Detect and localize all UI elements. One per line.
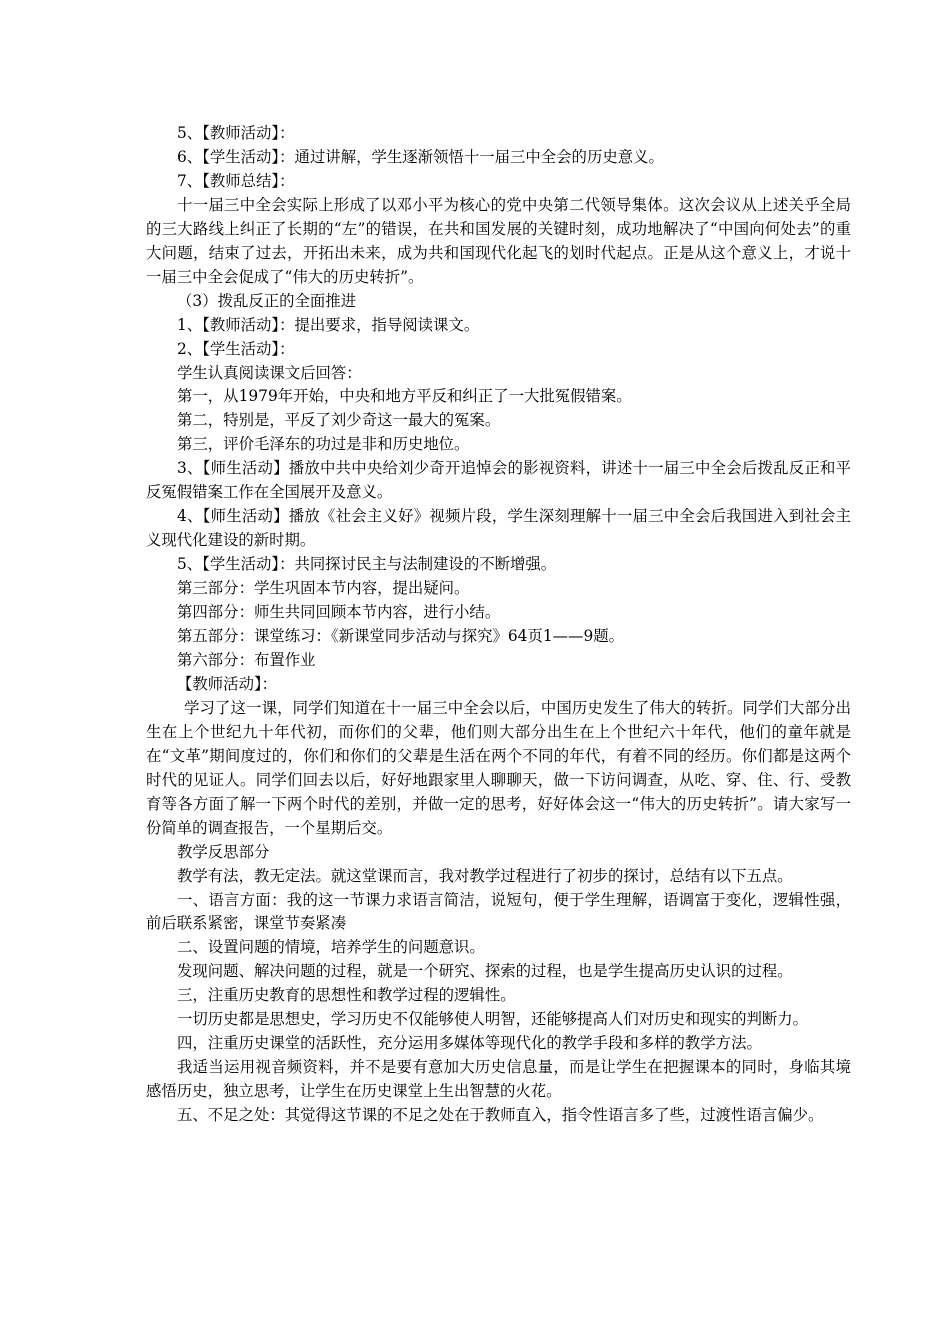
paragraph: 第二，特别是，平反了刘少奇这一最大的冤案。 xyxy=(177,411,501,430)
paragraph: 发现问题、解决问题的过程，就是一个研究、探索的过程，也是学生提高历史认识的过程。 xyxy=(177,962,793,981)
paragraph: 教学反思部分 xyxy=(177,842,270,861)
paragraph: 一切历史都是思想史，学习历史不仅能够使人明智，还能够提高人们对历史和现实的判断力。 xyxy=(177,1010,809,1029)
paragraph: 5、【教师活动】： xyxy=(177,124,295,142)
paragraph: 四，注重历史课堂的活跃性，充分运用多媒体等现代化的教学手段和多样的教学方法。 xyxy=(177,1034,762,1053)
paragraph: 4、【师生活动】播放《社会主义好》视频片段，学生深刻理解十一届三中全会后我国进入到社会主义现代化建设的新时期。 xyxy=(146,507,851,550)
paragraph: 7、【教师总结】： xyxy=(177,171,295,190)
paragraph: 第三部分：学生巩固本节内容，提出疑问。 xyxy=(177,579,470,598)
paragraph: 五、不足之处：其觉得这节课的不足之处在于教师直入，指令性语言多了些，过渡性语言偏少。 xyxy=(177,1106,824,1125)
paragraph: 第四部分：师生共同回顾本节内容，进行小结。 xyxy=(177,603,501,622)
paragraph: 第三，评价毛泽东的功过是非和历史地位。 xyxy=(177,435,470,454)
paragraph: （3）拨乱反正的全面推进 xyxy=(177,291,357,310)
body-text xyxy=(146,122,851,1128)
paragraph: 第五部分：课堂练习：《新课堂同步活动与探究》64页1——9题。 xyxy=(177,627,625,646)
paragraph: 学习了这一课，同学们知道在十一届三中全会以后，中国历史发生了伟大的转折。同学们大部分出生在上个世纪九十年代初，而你们的父辈，他们则大部分出生在上个世纪六十年代，他们的童年就是在“文革”期间度过的，你们和你们的父辈是生活在两个不同的年代，有着不同的经历。你们都是这两个时代的见证人。同学们回去以后，好好地跟家里人聊聊天，做一下访问调查，从吃、穿、住、行、受教育等各方面了解一下两个时代的差别，并做一定的思考，好好体会这一“伟大的历史转折”。请大家写一份简单的调查报告，一个星期后交。 xyxy=(146,698,851,837)
paragraph: 教学有法，教无定法。就这堂课而言，我对教学过程进行了初步的探讨，总结有以下五点。 xyxy=(177,866,793,885)
paragraph: 三，注重历史教育的思想性和教学过程的逻辑性。 xyxy=(177,986,516,1005)
paragraph: 6、【学生活动】：通过讲解，学生逐渐领悟十一届三中全会的历史意义。 xyxy=(177,147,664,166)
paragraph: 第六部分：布置作业 xyxy=(177,650,316,669)
paragraph: 十一届三中全会实际上形成了以邓小平为核心的党中央第二代领导集体。这次会议从上述关乎全局的三大路线上纠正了长期的“左”的错误，在共和国发展的关键时刻，成功地解决了“中国向何处去”的重大问题，结束了过去，开拓出未来，成为共和国现代化起飞的划时代起点。正是从这个意义上，才说十一届三中全会促成了“伟大的历史转折”。 xyxy=(146,195,851,286)
paragraph: 1、【教师活动】：提出要求，指导阅读课文。 xyxy=(177,315,480,334)
paragraph: 第一，从1979年开始，中央和地方平反和纠正了一大批冤假错案。 xyxy=(177,387,632,406)
paragraph: 二、设置问题的情境，培养学生的问题意识。 xyxy=(177,938,485,957)
paragraph: 一、语言方面：我的这一节课力求语言简洁，说短句，便于学生理解，语调富于变化，逻辑性强，前后联系紧密，课堂节奏紧凑 xyxy=(146,890,851,933)
paragraph: 3、【师生活动】播放中共中央给刘少奇开追悼会的影视资料，讲述十一届三中全会后拨乱反正和平反冤假错案工作在全国展开及意义。 xyxy=(146,459,851,502)
paragraph: 5、【学生活动】：共同探讨民主与法制建设的不断增强。 xyxy=(177,555,557,574)
paragraph: 学生认真阅读课文后回答： xyxy=(177,363,362,382)
paragraph: 2、【学生活动】： xyxy=(177,339,295,358)
paragraph: 【教师活动】： xyxy=(177,674,278,693)
paragraph: 我适当运用视音频资料，并不是要有意加大历史信息量，而是让学生在把握课本的同时，身临其境感悟历史，独立思考，让学生在历史课堂上生出智慧的火花。 xyxy=(146,1058,851,1101)
